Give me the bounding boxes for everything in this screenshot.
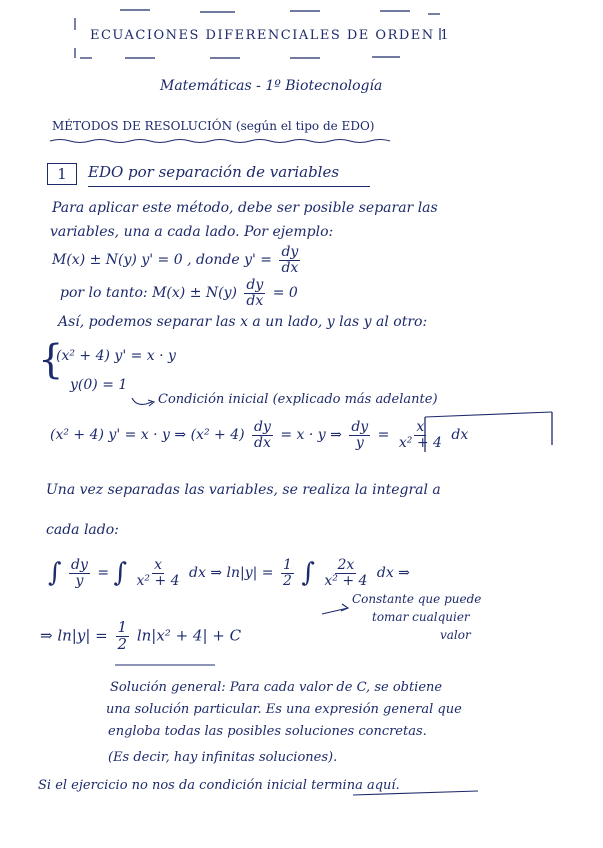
initial-condition-note: Condición inicial (explicado más adelante) — [158, 392, 438, 407]
page-title: ECUACIONES DIFERENCIALES DE ORDEN 1 — [90, 28, 451, 43]
constant-note-line-1: Constante que puede — [352, 592, 482, 606]
methods-heading: MÉTODOS DE RESOLUCIÓN (según el tipo de EDO) — [52, 119, 375, 133]
fraction-denominator: dx — [254, 434, 271, 451]
integral-intro-line-2: cada lado: — [46, 522, 119, 538]
fraction-denominator: y — [75, 572, 84, 589]
system-equation: (x² + 4) y' = x · y — [56, 348, 176, 364]
fraction-one-half — [281, 558, 294, 588]
fraction-numerator: dy — [71, 557, 88, 573]
constant-note-line-3: valor — [440, 628, 471, 642]
fraction-numerator: 1 — [117, 618, 128, 636]
section-title-underline — [88, 186, 370, 187]
fraction-dy-y-2 — [69, 558, 90, 588]
fraction-x-over-x2plus4 — [397, 420, 444, 450]
integration-right: dx ⇒ — [376, 565, 410, 582]
fraction-dy-dx-3 — [252, 420, 273, 450]
constant-note-line-2: tomar cualquier — [372, 610, 470, 624]
integration-equals: = — [97, 565, 110, 582]
fraction-numerator: dy — [281, 244, 299, 260]
general-solution-line-4: (Es decir, hay infinitas soluciones). — [108, 750, 338, 765]
intro-line-1: Para aplicar este método, debe ser posible separar las — [52, 200, 438, 216]
equation-general-form — [52, 245, 303, 275]
general-solution-line-3: engloba todas las posibles soluciones concretas. — [108, 724, 427, 739]
equation-separated-form-right: = 0 — [272, 285, 298, 302]
equation-separated-form-left: por lo tanto: M(x) ± N(y) — [60, 285, 237, 302]
general-solution-right: ln|x² + 4| + C — [136, 626, 242, 645]
fraction-denominator: 2 — [282, 572, 292, 589]
equation-general-form-left: M(x) ± N(y) y' = 0 , donde y' = — [52, 252, 273, 269]
section-title: EDO por separación de variables — [88, 163, 340, 181]
fraction-numerator: x — [416, 419, 425, 435]
fraction-dy-dx — [279, 245, 300, 275]
integration-dx-ln: dx ⇒ ln|y| = — [189, 565, 274, 582]
equation-separation-left: (x² + 4) y' = x · y ⇒ (x² + 4) — [50, 427, 245, 444]
fraction-denominator: 2 — [117, 634, 128, 653]
fraction-denominator: x² + 4 — [136, 572, 180, 589]
footer-note: Si el ejercicio no nos da condición inicial termina aquí. — [38, 778, 400, 793]
equation-integration — [48, 558, 410, 588]
fraction-one-half-2 — [116, 620, 130, 653]
general-solution-left: ⇒ ln|y| = — [40, 626, 108, 645]
integral-sign: ∫ — [48, 558, 62, 589]
fraction-denominator: y — [355, 434, 364, 451]
fraction-dy-y — [349, 420, 370, 450]
equation-separated-form — [60, 278, 298, 308]
equation-separation-steps — [50, 420, 468, 450]
separation-statement: Así, podemos separar las x a un lado, y las y al otro: — [58, 314, 428, 330]
fraction-numerator: dy — [351, 419, 369, 435]
fraction-numerator: dy — [254, 419, 271, 435]
fraction-dy-dx-2 — [244, 278, 265, 308]
integral-sign: ∫ — [301, 558, 315, 589]
equation-general-solution — [40, 620, 241, 653]
general-solution-line-1: Solución general: Para cada valor de C, se obtiene — [110, 680, 443, 695]
section-number-box: 1 — [47, 163, 77, 185]
system-initial-condition: y(0) = 1 — [70, 377, 128, 393]
integral-intro-line-1: Una vez separadas las variables, se realiza la integral a — [46, 482, 441, 498]
fraction-numerator: x — [154, 557, 162, 573]
page-subtitle: Matemáticas - 1º Biotecnología — [160, 78, 383, 94]
equation-separation-mid: = x · y ⇒ — [280, 427, 342, 444]
fraction-denominator: x² + 4 — [398, 434, 442, 451]
integral-sign: ∫ — [113, 558, 128, 589]
fraction-numerator: 1 — [282, 557, 292, 573]
system-brace: { — [38, 337, 64, 383]
fraction-denominator: dx — [281, 259, 299, 276]
fraction-numerator: dy — [246, 277, 264, 293]
general-solution-line-2: una solución particular. Es una expresión general que — [106, 702, 462, 717]
fraction-numerator: 2x — [337, 557, 355, 573]
fraction-x-over-x2plus4-2 — [135, 558, 182, 588]
fraction-denominator: dx — [246, 292, 264, 309]
fraction-2x-over-x2plus4 — [322, 558, 369, 588]
equation-separation-equals: = — [377, 427, 390, 444]
equation-separation-right: dx — [451, 427, 469, 444]
fraction-denominator: x² + 4 — [324, 572, 368, 589]
intro-line-2: variables, una a cada lado. Por ejemplo: — [50, 224, 334, 240]
